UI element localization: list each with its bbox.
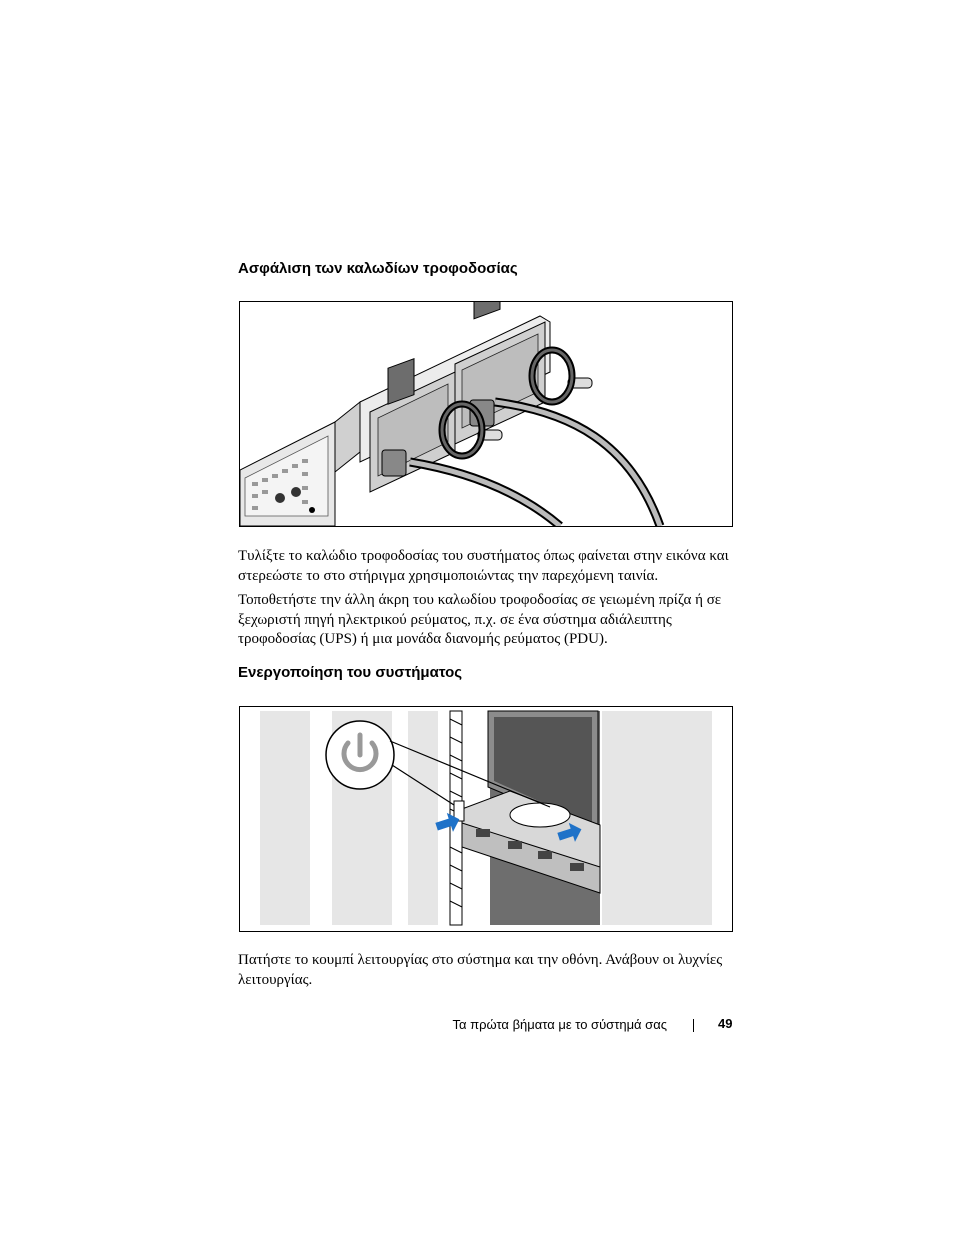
running-title: Τα πρώτα βήματα με το σύστημά σας: [452, 1017, 667, 1032]
power-cable-figure: [239, 301, 733, 527]
power-on-figure: [239, 706, 733, 932]
page-number: 49: [718, 1016, 733, 1031]
power-cable-illustration: [240, 302, 733, 526]
paragraph-press-power: Πατήστε το κουμπί λειτουργίας στο σύστημα και την οθόνη. Ανάβουν οι λυχνίες λειτουργίας.: [238, 952, 723, 988]
paragraph-wrap-cable: Τυλίξτε το καλώδιο τροφοδοσίας του συστήματος όπως φαίνεται στην εικόνα και στερεώστε το στο στήριγμα χρησιμοποιώντας την παρεχόμενη ταινία.: [238, 548, 729, 584]
paragraph-plug-cable: Τοποθετήστε την άλλη άκρη του καλωδίου τροφοδοσίας σε γειωμένη πρίζα ή σε ξεχωριστή πηγή ηλεκτρικού ρεύματος, π.χ. σε ένα σύστημα αδιάλειπτης τροφοδοσίας (UPS) ή μια μονάδα διανομής ρεύματος (PDU).: [238, 592, 722, 647]
footer-separator: [693, 1019, 694, 1032]
section-heading-power-on: Ενεργοποίηση του συστήματος: [238, 664, 463, 681]
section-heading-power-cables: Ασφάλιση των καλωδίων τροφοδοσίας: [238, 260, 518, 277]
power-button-illustration: [240, 707, 733, 931]
